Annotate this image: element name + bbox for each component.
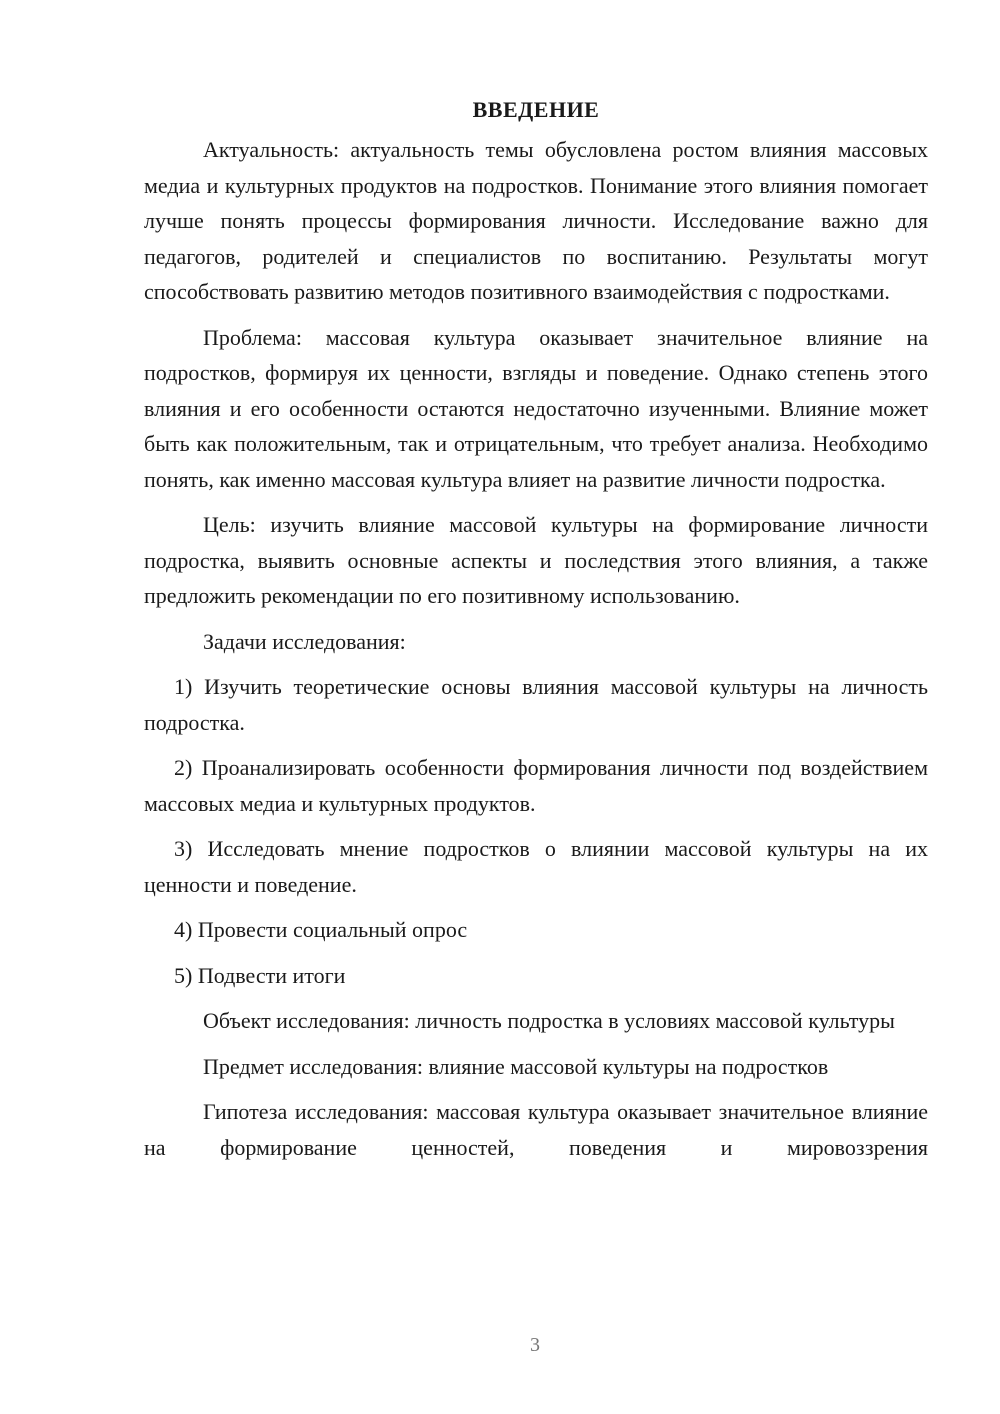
task-item-2: 2) Проанализировать особенности формирования личности под воздействием массовых медиа и культурных продуктов.	[144, 755, 928, 816]
page-number: 3	[530, 1334, 540, 1356]
paragraph-object: Объект исследования: личность подростка в условиях массовой культуры	[203, 1008, 895, 1033]
paragraph-goal: Цель: изучить влияние массовой культуры на формирование личности подростка, выявить основные аспекты и последствия этого влияния, а также предложить рекомендации по его позитивному использованию.	[144, 512, 928, 608]
paragraph-hypothesis: Гипотеза исследования: массовая культура оказывает значительное влияние на формирование ценностей, поведения и мировоззрения	[144, 1099, 928, 1160]
task-item-1: 1) Изучить теоретические основы влияния массовой культуры на личность подростка.	[144, 674, 928, 735]
task-item-4: 4) Провести социальный опрос	[174, 917, 468, 942]
task-item-5: 5) Подвести итоги	[174, 962, 346, 988]
paragraph-relevance: Актуальность: актуальность темы обусловлена ростом влияния массовых медиа и культурных продуктов на подростков. Понимание этого влияния помогает лучше понять процессы формирования личности. Исследование важно для педагогов, родителей и специалистов по воспитанию. Результаты могут способствовать развитию методов позитивного взаимодействия с подростками.	[144, 137, 928, 304]
paragraph-problem: Проблема: массовая культура оказывает значительное влияние на подростков, формируя их ценности, взгляды и поведение. Однако степень этого влияния и его особенности остаются недостаточно изученными. Влияние может быть как положительным, так и отрицательным, что требует анализа. Необходимо понять, как именно массовая культура влияет на развитие личности подростка.	[144, 324, 928, 492]
paragraph-tasks-heading: Задачи исследования:	[203, 628, 406, 654]
paragraph-subject: Предмет исследования: влияние массовой культуры на подростков	[203, 1053, 829, 1079]
task-item-3: 3) Исследовать мнение подростков о влиянии массовой культуры на их ценности и поведение.	[144, 836, 928, 897]
section-title: ВВЕДЕНИЕ	[472, 97, 600, 122]
document-page	[144, 92, 928, 1165]
